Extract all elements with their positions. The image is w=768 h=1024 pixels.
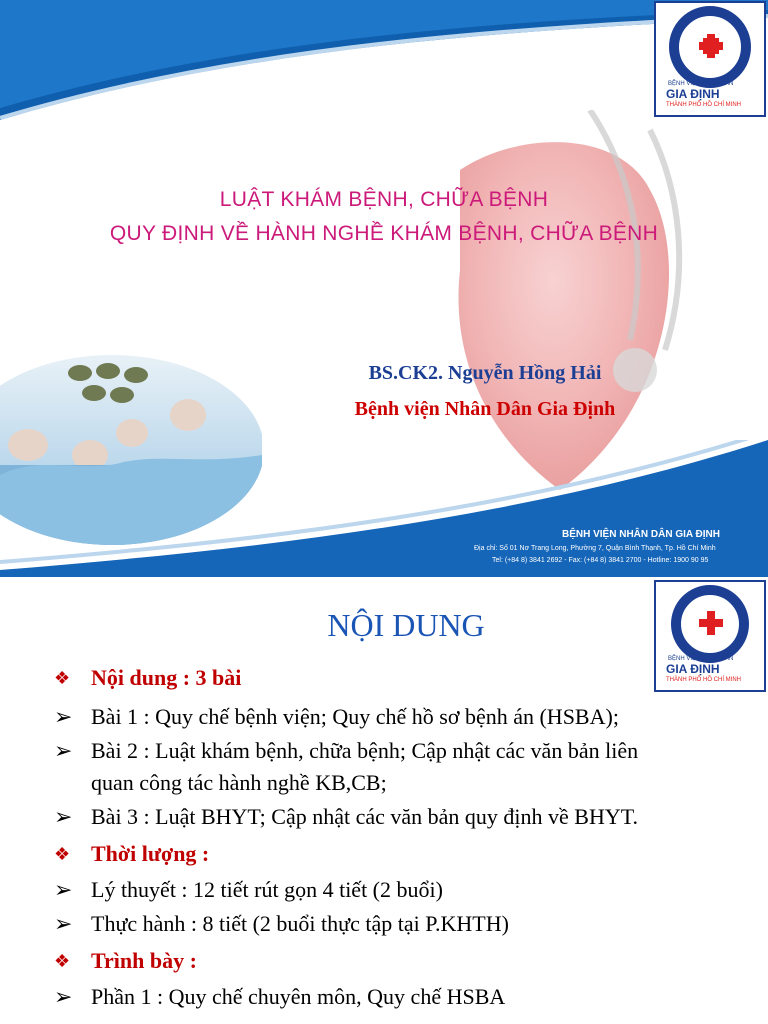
- slide-title: NỘI DUNG: [327, 607, 485, 643]
- author-name: BS.CK2. Nguyễn Hồng Hải: [368, 362, 602, 384]
- logo-line2: GIA ĐỊNH: [666, 662, 720, 676]
- logo-line2: GIA ĐỊNH: [666, 87, 720, 101]
- arrow-bullet-icon: ➢: [54, 704, 73, 729]
- diamond-bullet-icon: ❖: [54, 951, 71, 971]
- content-slide: BỆNH VIỆN NHÂN DÂN GIA ĐỊNH THÀNH PHỐ HỒ CHÍ MINH NỘI DUNG ❖ Nội dung : 3 bài ➢ Bài 1 : Quy chế bệnh viện; Quy chế hồ sơ bệnh án (HSBA); ➢ Bài 2 : Luật khám bệnh, chữa bệnh; Cập nhật các văn bản liên quan công tác hành nghề KB,CB; ➢ Bài 3 : Luật BHYT; Cập nhật các văn bản quy định về BHYT. ❖ Thời lượng : ➢ Lý thuyết : 12 tiết rút gọn 4 tiết (2 buổi) ➢ Thực hành : 8 tiết (2 buổi thực tập tại P.KHTH) ❖ Trình bày : ➢ Phần 1 : Quy chế chuyên môn, Quy chế HSBA: [0, 577, 768, 1024]
- arrow-bullet-icon: ➢: [54, 804, 73, 829]
- logo-line3: THÀNH PHỐ HỒ CHÍ MINH: [666, 677, 741, 683]
- slide-title-line1: LUẬT KHÁM BỆNH, CHỮA BỆNH: [219, 188, 549, 211]
- slide-title-line2: QUY ĐỊNH VỀ HÀNH NGHỀ KHÁM BỆNH, CHỮA BỆNH: [109, 222, 659, 245]
- footer-hospital-name: BỆNH VIỆN NHÂN DÂN GIA ĐỊNH: [562, 529, 720, 540]
- arrow-bullet-icon: ➢: [54, 877, 73, 902]
- logo-line1: BỆNH VIỆN NHÂN DÂN: [668, 81, 734, 87]
- diamond-bullet-icon: ❖: [54, 668, 71, 688]
- logo-line3: THÀNH PHỐ HỒ CHÍ MINH: [666, 102, 741, 108]
- footer-address: Địa chỉ: Số 01 Nơ Trang Long, Phường 7, Quận Bình Thạnh, Tp. Hồ Chí Minh: [474, 545, 716, 552]
- logo-line1: BỆNH VIỆN NHÂN DÂN: [668, 656, 734, 662]
- arrow-bullet-icon: ➢: [54, 911, 73, 936]
- footer-contact: Tel: (+84 8) 3841 2692 - Fax: (+84 8) 3841 2700 - Hotline: 1900 90 95: [492, 557, 709, 564]
- hospital-logo: [654, 1, 766, 117]
- arrow-bullet-icon: ➢: [54, 738, 73, 763]
- diamond-bullet-icon: ❖: [54, 844, 71, 864]
- hospital-name: Bệnh viện Nhân Dân Gia Định: [354, 398, 616, 420]
- arrow-bullet-icon: ➢: [54, 984, 73, 1009]
